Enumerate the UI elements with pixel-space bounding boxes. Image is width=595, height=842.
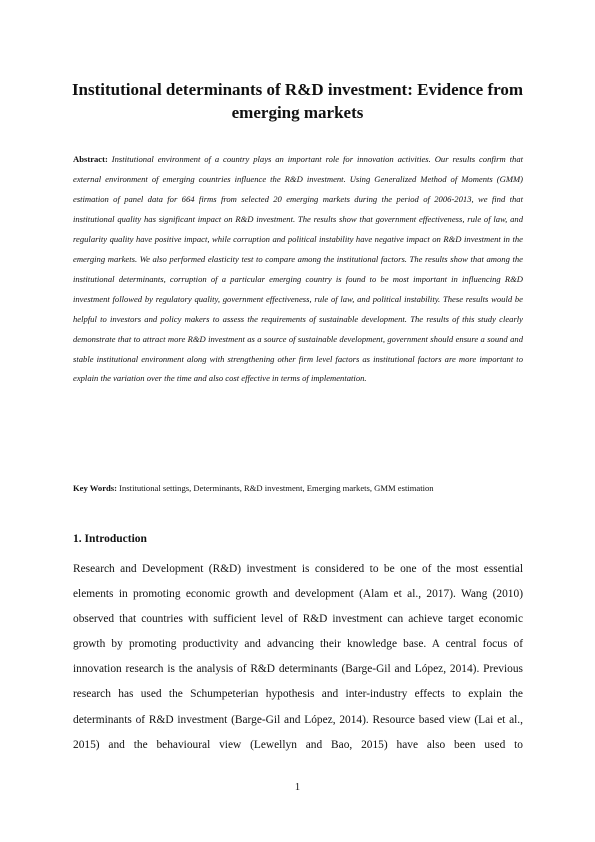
section-heading: 1. Introduction bbox=[73, 533, 147, 545]
abstract-label: Abstract: bbox=[73, 154, 108, 164]
keywords-label: Key Words: bbox=[73, 483, 118, 493]
abstract-paragraph bbox=[73, 150, 523, 389]
keywords-text: Institutional settings, Determinants, R&D investment, Emerging markets, GMM estimation bbox=[119, 483, 434, 493]
paper-title: Institutional determinants of R&D investment: Evidence from emerging markets bbox=[71, 80, 524, 122]
abstract-text: Institutional environment of a country plays an important role for innovation activities. Our results confirm that external environment of emerging countries influence the R&D investment. Using Generalized Method of Moments (GMM) estimation of panel data for 664 firms from selected 20 emerging markets during the period of 2006-2013, we find that institutional quality has significant impact on R&D investment. The results show that government effectiveness, rule of law, and regularity quality have positive impact, while corruption and political instability have negative impact on R&D investment in the emerging markets. We also performed elasticity test to compare among the institutional factors. The results show that among the institutional determinants, corruption of a particular emerging country is found to be most important in influencing R&D investment followed by regulatory quality, government effectiveness, rule of law, and political instability. These results would be helpful to investors and policy makers to assess the requirements of sustainable development. The results of this study clearly demonstrate that to attract more R&D investment as a source of sustainable development, government should ensure a sound and stable institutional environment along with strengthening other firm level factors as institutional factors are more important to explain the variation over the time and also cost effective in terms of implementation. bbox=[73, 154, 524, 384]
page-number: 1 bbox=[294, 782, 301, 793]
keywords-line bbox=[73, 481, 523, 495]
introduction-paragraph: Research and Development (R&D) investment is considered to be one of the most essential elements in promoting economic growth and development (Alam et al., 2017). Wang (2010) observed that countries with sufficient level of R&D investment can achieve target economic growth by promoting productivity and advancing their knowledge base. A central focus of innovation research is the analysis of R&D determinants (Barge-Gil and López, 2014). Previous research has used the Schumpeterian hypothesis and inter-industry effects to explain the determinants of R&D investment (Barge-Gil and López, 2014). Resource based view (Lai et al., 2015) and the behavioural view (Lewellyn and Bao, 2015) have also been used to bbox=[73, 563, 523, 751]
